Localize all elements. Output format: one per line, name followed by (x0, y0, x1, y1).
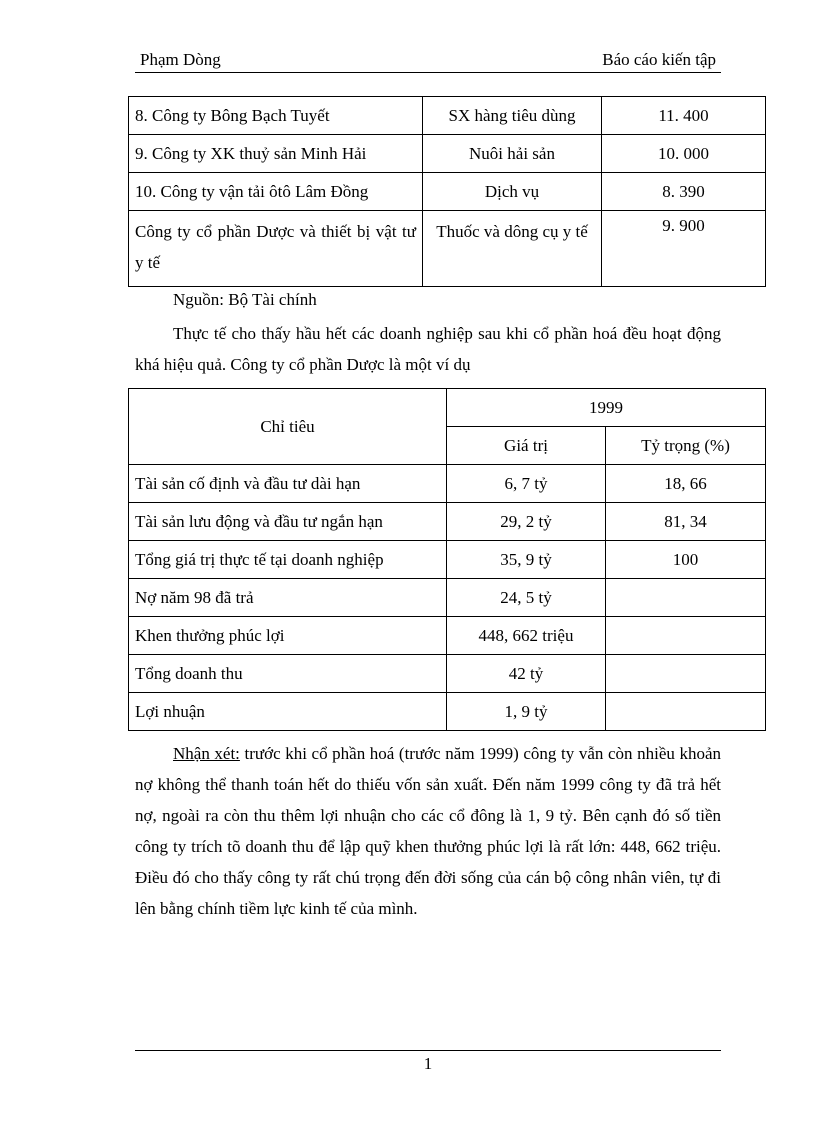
indicator-value: 29, 2 tỷ (447, 503, 606, 541)
indicator-value: 35, 9 tỷ (447, 541, 606, 579)
indicator-name: Tài sản cố định và đầu tư dài hạn (129, 465, 447, 503)
header-indicator: Chỉ tiêu (129, 389, 447, 465)
company-field: Dịch vụ (423, 173, 602, 211)
header-title: Báo cáo kiến tập (602, 50, 716, 69)
table-row (129, 655, 766, 693)
indicator-name: Tổng doanh thu (129, 655, 447, 693)
company-field: Nuôi hải sản (423, 135, 602, 173)
table-header-row (129, 389, 766, 427)
table-row (129, 693, 766, 731)
indicator-share: 100 (606, 541, 766, 579)
table-source: Nguồn: Bộ Tài chính (173, 290, 317, 309)
company-table (128, 96, 766, 287)
indicator-name: Khen thưởng phúc lợi (129, 617, 447, 655)
indicator-name: Tài sản lưu động và đầu tư ngắn hạn (129, 503, 447, 541)
header-author: Phạm Dòng (140, 50, 221, 69)
page-number: 1 (423, 1054, 433, 1073)
indicator-share (606, 693, 766, 731)
company-value: 10. 000 (602, 135, 766, 173)
indicator-table (128, 388, 766, 731)
company-name: 9. Công ty XK thuỷ sản Minh Hải (129, 135, 423, 173)
company-name: Công ty cổ phần Dược và thiết bị vật tư y tế (129, 211, 423, 287)
indicator-share (606, 655, 766, 693)
indicator-value: 24, 5 tỷ (447, 579, 606, 617)
page-header (135, 48, 721, 73)
paragraph-remark (135, 738, 721, 924)
header-value: Giá trị (447, 427, 606, 465)
indicator-share (606, 617, 766, 655)
indicator-value: 1, 9 tỷ (447, 693, 606, 731)
company-name: 8. Công ty Bông Bạch Tuyết (129, 97, 423, 135)
indicator-name: Nợ năm 98 đã trả (129, 579, 447, 617)
paragraph-intro: Thực tế cho thấy hầu hết các doanh nghiệp sau khi cổ phần hoá đều hoạt động khá hiệu quả. Công ty cổ phần Dược là một ví dụ (135, 324, 721, 374)
indicator-share: 81, 34 (606, 503, 766, 541)
table-row (129, 617, 766, 655)
company-field: SX hàng tiêu dùng (423, 97, 602, 135)
remark-label: Nhận xét: (173, 744, 240, 763)
remark-text: trước khi cổ phần hoá (trước năm 1999) công ty vẫn còn nhiều khoản nợ không thể thanh toán hết do thiếu vốn sản xuất. Đến năm 1999 công ty đã trả hết nợ, ngoài ra còn thu thêm lợi nhuận cho các cổ đông là 1, 9 tỷ. Bên cạnh đó số tiền công ty trích tõ doanh thu để lập quỹ khen thưởng phúc lợi là rất lớn: 448, 662 triệu. Điều đó cho thấy công ty rất chú trọng đến đời sống của cán bộ công nhân viên, tự đi lên bằng chính tiềm lực kinh tế của mình. (135, 744, 721, 918)
table-row (129, 465, 766, 503)
table-row (129, 211, 766, 287)
table-row (129, 503, 766, 541)
company-value: 9. 900 (602, 211, 766, 287)
company-value: 11. 400 (602, 97, 766, 135)
table-row (129, 541, 766, 579)
company-value: 8. 390 (602, 173, 766, 211)
indicator-value: 42 tỷ (447, 655, 606, 693)
indicator-name: Lợi nhuận (129, 693, 447, 731)
indicator-share: 18, 66 (606, 465, 766, 503)
table-row (129, 173, 766, 211)
indicator-value: 448, 662 triệu (447, 617, 606, 655)
table-row (129, 135, 766, 173)
indicator-share (606, 579, 766, 617)
header-share: Tỷ trọng (%) (606, 427, 766, 465)
table-row (129, 579, 766, 617)
table-row (129, 97, 766, 135)
footer-divider (135, 1050, 721, 1051)
company-name: 10. Công ty vận tải ôtô Lâm Đồng (129, 173, 423, 211)
indicator-value: 6, 7 tỷ (447, 465, 606, 503)
company-field: Thuốc và dông cụ y tế (423, 211, 602, 287)
header-year: 1999 (447, 389, 766, 427)
indicator-name: Tổng giá trị thực tế tại doanh nghiệp (129, 541, 447, 579)
